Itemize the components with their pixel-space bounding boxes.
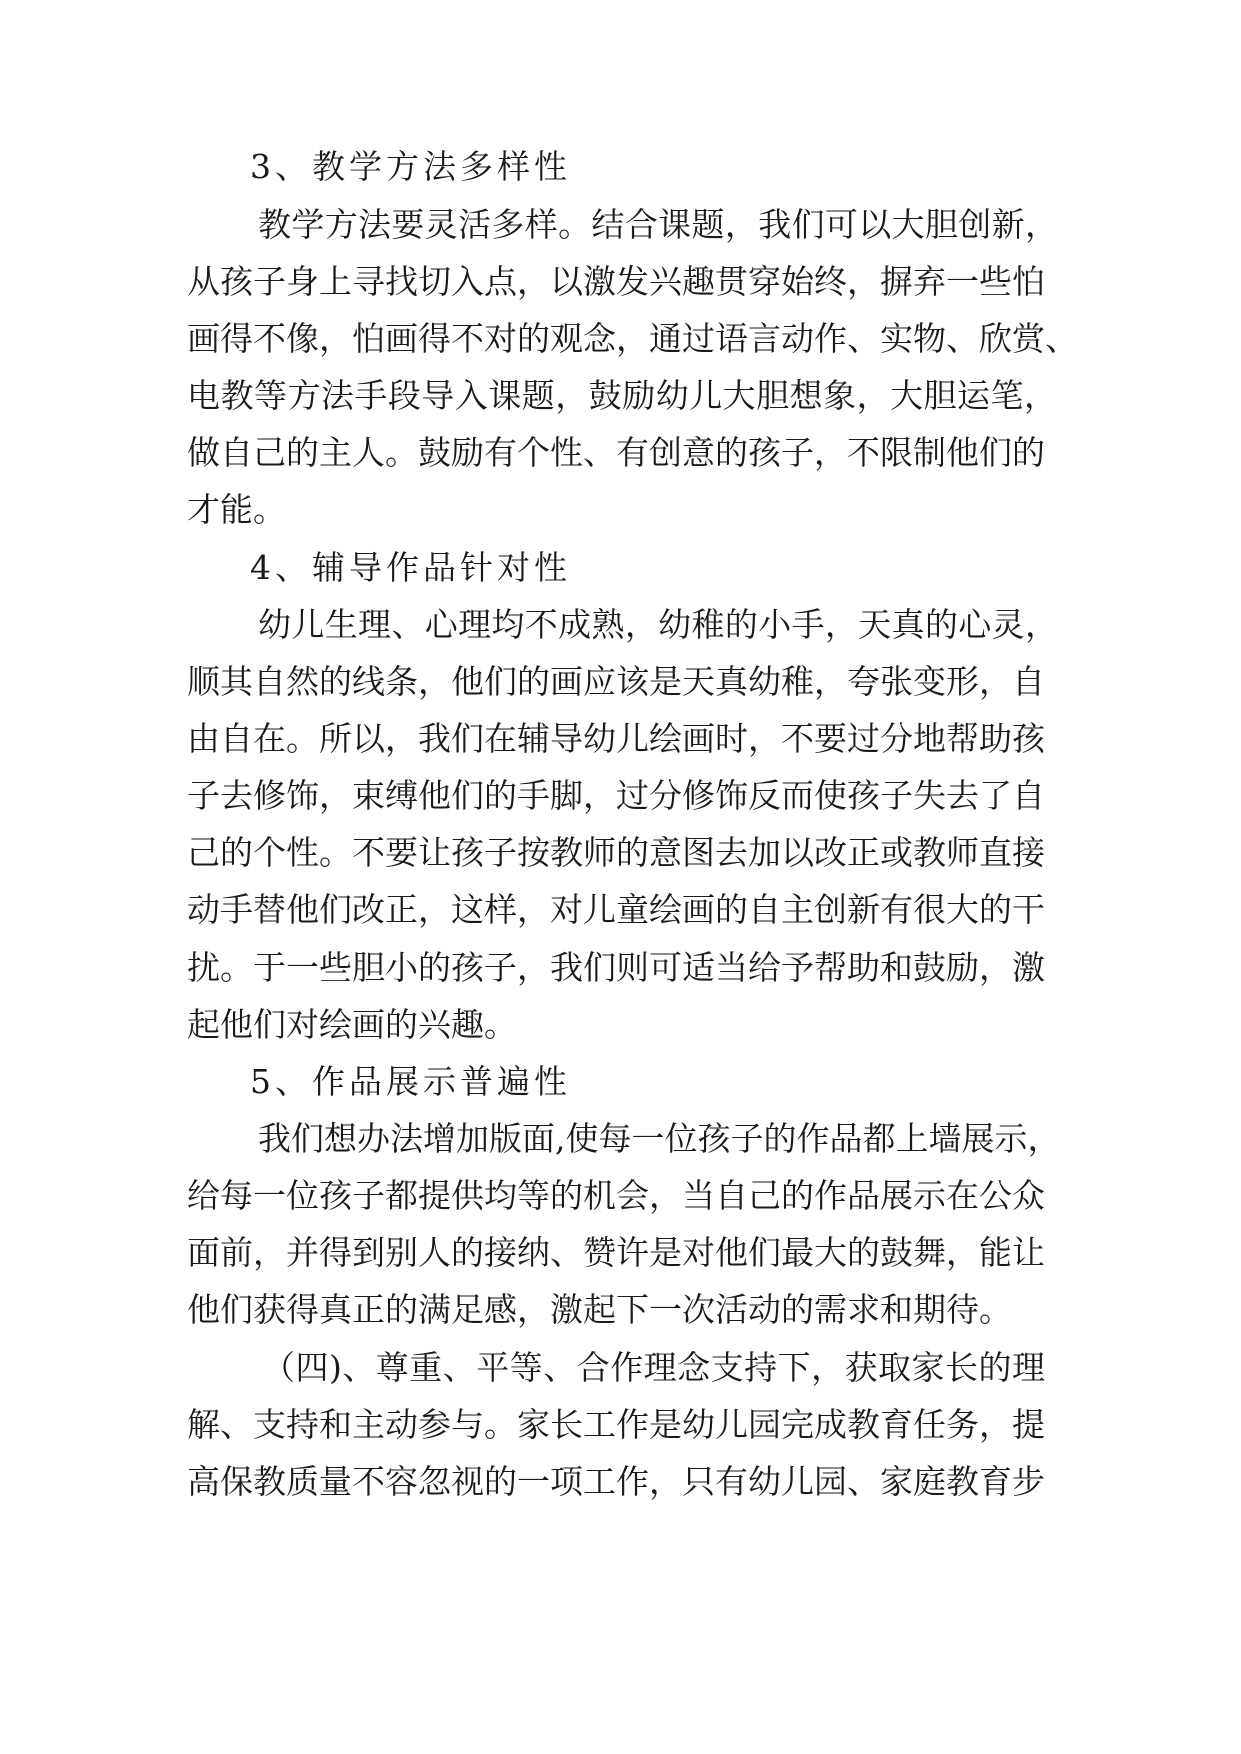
line-text: 解、支持和主动参与。家长工作是幼儿园完成教育任务，提 bbox=[187, 1405, 1045, 1444]
paragraph-line bbox=[0, 995, 1241, 1055]
section-heading bbox=[0, 1052, 1241, 1112]
line-text: 由自在。所以，我们在辅导幼儿绘画时，不要过分地帮助孩 bbox=[187, 719, 1045, 758]
paragraph-line bbox=[0, 938, 1241, 998]
line-text: 扰。于一些胆小的孩子，我们则可适当给予帮助和鼓励，激 bbox=[187, 948, 1045, 987]
line-text: 教学方法要灵活多样。结合课题，我们可以大胆创新， bbox=[258, 205, 1058, 244]
paragraph-line bbox=[0, 652, 1241, 712]
paragraph-line bbox=[0, 366, 1241, 426]
paragraph-line bbox=[0, 709, 1241, 769]
section-heading bbox=[0, 137, 1241, 197]
line-text: 动手替他们改正，这样，对儿童绘画的自主创新有很大的干 bbox=[187, 890, 1045, 929]
line-text: 电教等方法手段导入课题，鼓励幼儿大胆想象，大胆运笔， bbox=[187, 376, 1057, 415]
paragraph-line bbox=[0, 1395, 1241, 1455]
paragraph-line bbox=[0, 195, 1241, 255]
line-text: 起他们对绘画的兴趣。 bbox=[187, 1005, 517, 1044]
paragraph-line bbox=[0, 1338, 1241, 1398]
paragraph-line bbox=[0, 252, 1241, 312]
line-text: 才能。 bbox=[187, 490, 286, 529]
line-text: 己的个性。不要让孩子按教师的意图去加以改正或教师直接 bbox=[187, 833, 1045, 872]
line-text: 幼儿生理、心理均不成熟，幼稚的小手，天真的心灵， bbox=[258, 605, 1058, 644]
section-heading bbox=[0, 538, 1241, 598]
paragraph-line bbox=[0, 595, 1241, 655]
paragraph-line bbox=[0, 1166, 1241, 1226]
paragraph-line bbox=[0, 1452, 1241, 1512]
line-text: 画得不像，怕画得不对的观念，通过语言动作、实物、欣赏、 bbox=[187, 319, 1078, 358]
heading-text: 3、教学方法多样性 bbox=[250, 147, 571, 186]
line-text: （四)、尊重、平等、合作理念支持下，获取家长的理 bbox=[262, 1348, 1045, 1387]
paragraph-line bbox=[0, 309, 1241, 369]
paragraph-line bbox=[0, 1109, 1241, 1169]
paragraph-line bbox=[0, 823, 1241, 883]
heading-text: 4、辅导作品针对性 bbox=[250, 548, 571, 587]
heading-text: 5、作品展示普遍性 bbox=[250, 1062, 571, 1101]
paragraph-line bbox=[0, 1280, 1241, 1340]
line-text: 他们获得真正的满足感，激起下一次活动的需求和期待。 bbox=[187, 1290, 1012, 1329]
line-text: 做自己的主人。鼓励有个性、有创意的孩子，不限制他们的 bbox=[187, 433, 1045, 472]
paragraph-line bbox=[0, 423, 1241, 483]
line-text: 面前，并得到别人的接纳、赞许是对他们最大的鼓舞，能让 bbox=[187, 1233, 1045, 1272]
line-text: 高保教质量不容忽视的一项工作，只有幼儿园、家庭教育步 bbox=[187, 1462, 1045, 1501]
line-text: 从孩子身上寻找切入点，以激发兴趣贯穿始终，摒弃一些怕 bbox=[187, 262, 1045, 301]
paragraph-line bbox=[0, 880, 1241, 940]
paragraph-line bbox=[0, 766, 1241, 826]
line-text: 顺其自然的线条，他们的画应该是天真幼稚，夸张变形，自 bbox=[187, 662, 1045, 701]
paragraph-line bbox=[0, 1223, 1241, 1283]
line-text: 我们想办法增加版面,使每一位孩子的作品都上墙展示， bbox=[258, 1119, 1061, 1158]
line-text: 给每一位孩子都提供均等的机会，当自己的作品展示在公众 bbox=[187, 1176, 1045, 1215]
line-text: 子去修饰，束缚他们的手脚，过分修饰反而使孩子失去了自 bbox=[187, 776, 1045, 815]
paragraph-line bbox=[0, 480, 1241, 540]
